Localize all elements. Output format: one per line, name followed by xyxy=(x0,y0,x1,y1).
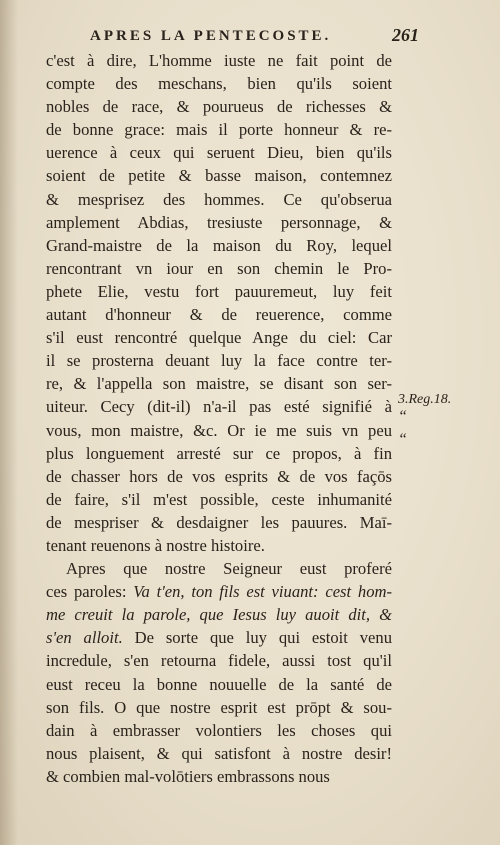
text-line xyxy=(46,303,392,326)
text-run: nobles de race, & pourueus de richesses & xyxy=(46,97,392,117)
body-text xyxy=(46,49,392,788)
text-run: vous, mon maistre, &c. Or ie me suis vn peu xyxy=(46,420,392,440)
text-run: incredule, s'en retourna fidele, aussi tost qu'il xyxy=(46,651,392,671)
text-line xyxy=(46,719,392,742)
text-run: De sorte que luy qui estoit venu xyxy=(122,628,392,648)
text-line xyxy=(46,626,392,649)
text-run: compte des meschans, bien qu'ils soient xyxy=(46,74,392,94)
italic-quote: Va t'en, ton fils est viuant: cest hom- xyxy=(133,582,392,602)
gutter-shadow xyxy=(0,0,18,845)
text-line xyxy=(46,603,392,626)
text-line xyxy=(46,419,392,442)
text-line xyxy=(46,557,392,580)
text-run: il se prosterna deuant luy la face contre ter- xyxy=(46,351,392,371)
text-line xyxy=(46,442,392,465)
text-line xyxy=(46,49,392,72)
text-run: tenant reuenons à nostre histoire. xyxy=(46,535,265,555)
text-run: & combien mal-volōtiers embrassons nous xyxy=(46,766,330,786)
text-run: nous plaisent, & qui satisfont à nostre desir! xyxy=(46,743,392,763)
text-run: plus longuement arresté sur ce propos, à fin xyxy=(46,443,392,463)
text-line xyxy=(46,395,392,418)
margin-quote-mark: “ xyxy=(398,430,407,448)
text-run: Apres que nostre Seigneur eust proferé xyxy=(66,559,392,579)
text-line xyxy=(46,164,392,187)
text-line xyxy=(46,72,392,95)
text-run: dain à embrasser volontiers les choses qui xyxy=(46,720,392,740)
text-run: re, & l'appella son maistre, se disant son ser- xyxy=(46,374,392,394)
text-line xyxy=(46,696,392,719)
text-line xyxy=(46,326,392,349)
text-run: uiteur. Cecy (dit-il) n'a-il pas esté signifié à xyxy=(46,397,392,417)
text-line xyxy=(46,349,392,372)
text-line xyxy=(46,511,392,534)
text-run: Grand-maistre de la maison du Roy, lequel xyxy=(46,235,392,255)
margin-reference: 3.Reg.18. xyxy=(398,391,452,407)
text-run: c'est à dire, L'homme iuste ne fait point de xyxy=(46,51,392,70)
text-line xyxy=(46,280,392,303)
text-line xyxy=(46,372,392,395)
text-run: autant d'honneur & de reuerence, comme xyxy=(46,305,392,325)
text-line xyxy=(46,649,392,672)
text-line xyxy=(46,580,392,603)
text-run: de faire, s'il m'est possible, ceste inhumanité xyxy=(46,489,392,509)
text-line xyxy=(46,211,392,234)
text-run: eust receu la bonne nouuelle de la santé de xyxy=(46,674,392,694)
text-line xyxy=(46,465,392,488)
text-line xyxy=(46,673,392,696)
text-run: s'il eust rencontré quelque Ange du ciel: Car xyxy=(46,328,392,348)
text-run: de bonne grace: mais il porte honneur & re- xyxy=(46,120,392,140)
text-line xyxy=(46,257,392,280)
italic-quote: s'en alloit. xyxy=(46,628,123,648)
text-run: de mespriser & desdaigner les pauures. Maī- xyxy=(46,512,392,532)
text-run: rencontrant vn iour en son chemin le Pro- xyxy=(46,258,392,278)
text-line xyxy=(46,141,392,164)
italic-quote: me creuit la parole, que Iesus luy auoit dit, & xyxy=(46,605,392,625)
text-run: amplement Abdias, tresiuste personnage, & xyxy=(46,212,392,232)
text-line xyxy=(46,742,392,765)
text-run: phete Elie, vestu fort pauuremeut, luy feit xyxy=(46,281,392,301)
text-run: de chasser hors de vos esprits & de vos façōs xyxy=(46,466,392,486)
margin-quote-mark: “ xyxy=(398,407,407,425)
text-line xyxy=(46,234,392,257)
text-run: ces paroles: xyxy=(46,582,134,602)
text-line xyxy=(46,534,392,557)
page-number: 261 xyxy=(392,25,419,45)
text-run: son fils. O que nostre esprit est prōpt & sou- xyxy=(46,697,392,717)
text-run: soient de petite & basse maison, contemnez xyxy=(46,166,392,186)
text-run: & mesprisez des hommes. Ce qu'obserua xyxy=(46,189,392,209)
text-line xyxy=(46,765,392,788)
text-line xyxy=(46,95,392,118)
running-head: APRES LA PENTECOSTE. xyxy=(90,28,332,44)
text-run: uerence à ceux qui seruent Dieu, bien qu'ils xyxy=(46,143,392,163)
text-line xyxy=(46,488,392,511)
text-line xyxy=(46,118,392,141)
text-line xyxy=(46,188,392,211)
